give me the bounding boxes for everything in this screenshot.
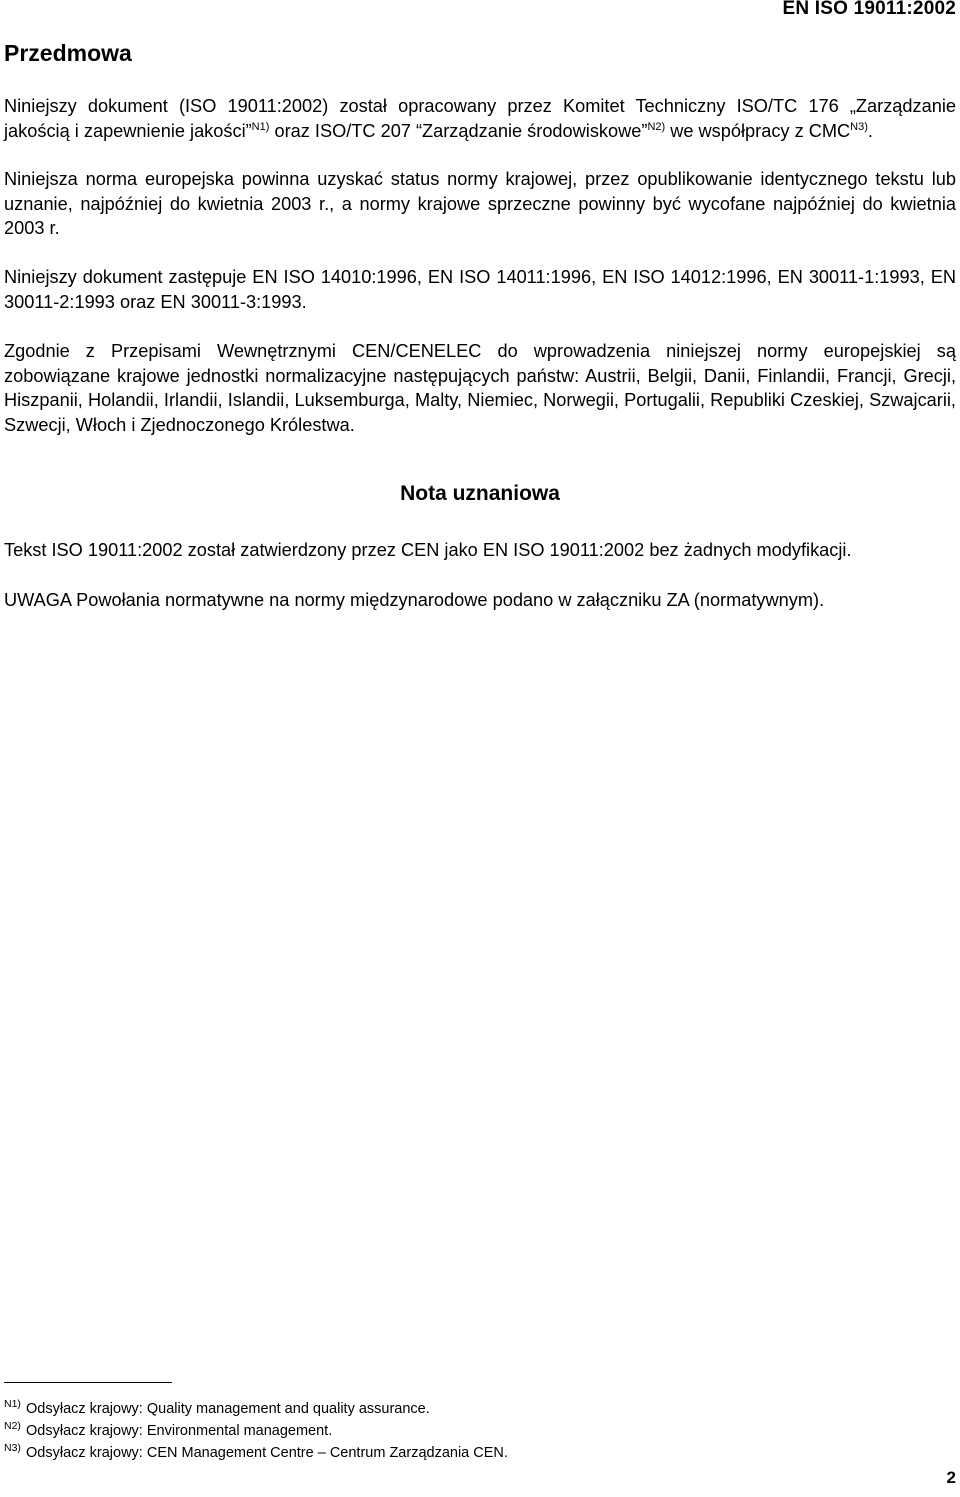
- footnote-n3: [4, 1439, 508, 1462]
- paragraph-text: we współpracy z CMC: [665, 120, 851, 141]
- standard-id-header: EN ISO 19011:2002: [782, 0, 956, 19]
- footnote-mark: N1): [4, 1398, 21, 1410]
- foreword-paragraph-3: Niniejszy dokument zastępuje EN ISO 14010:1996, EN ISO 14011:1996, EN ISO 14012:1996, EN 30011-1:1993, EN 30011-2:1993 oraz EN 30011-3:1993.: [4, 267, 956, 312]
- endorsement-title: Nota uznaniowa: [400, 482, 560, 505]
- footnote-ref-n2: N2): [647, 120, 666, 133]
- footnote-text: Odsyłacz krajowy: Quality management and quality assurance.: [26, 1401, 430, 1417]
- footnote-n1: [4, 1395, 430, 1418]
- paragraph-text: oraz ISO/TC 207 “Zarządzanie środowiskowe”: [269, 120, 648, 141]
- footnote-ref-n1: N1): [251, 120, 270, 133]
- foreword-paragraph-1: [4, 94, 956, 143]
- footnote-text: Odsyłacz krajowy: CEN Management Centre – Centrum Zarządzania CEN.: [26, 1445, 508, 1461]
- foreword-paragraph-2: Niniejsza norma europejska powinna uzyskać status normy krajowej, przez opublikowanie identycznego tekstu lub uznanie, najpóźniej do kwietnia 2003 r., a normy krajowe sprzeczne powinny być wycofane najpóźniej do kwietnia 2003 r.: [4, 169, 956, 238]
- footnote-mark: N2): [4, 1420, 21, 1432]
- page-number: 2: [946, 1468, 956, 1487]
- endorsement-note: UWAGA Powołania normatywne na normy międzynarodowe podano w załączniku ZA (normatywnym).: [4, 590, 825, 610]
- footnote-n2: [4, 1417, 332, 1440]
- footnote-ref-n3: N3): [850, 120, 868, 133]
- endorsement-paragraph-1: Tekst ISO 19011:2002 został zatwierdzony przez CEN jako EN ISO 19011:2002 bez żadnych modyfikacji.: [4, 540, 852, 560]
- footnote-mark: N3): [4, 1442, 21, 1454]
- foreword-title: Przedmowa: [4, 40, 132, 66]
- footnote-separator: [4, 1382, 172, 1383]
- paragraph-text: Niniejszy dokument (ISO 19011:2002) został opracowany przez Komitet Techniczny ISO/TC 176 „Zarządzanie jakością i zapewnienie jakości”: [4, 96, 956, 141]
- foreword-paragraph-4: Zgodnie z Przepisami Wewnętrznymi CEN/CENELEC do wprowadzenia niniejszej normy europejskiej są zobowiązane krajowe jednostki normalizacyjne następujących państw: Austrii, Belgii, Danii, Finlandii, Francji, Grecji, Hiszpanii, Holandii, Irlandii, Islandii, Luksemburga, Malty, Niemiec, Norwegii, Portugalii, Republiki Czeskiej, Szwajcarii, Szwecji, Włoch i Zjednoczonego Królestwa.: [4, 341, 956, 435]
- paragraph-text: .: [867, 120, 873, 141]
- footnote-text: Odsyłacz krajowy: Environmental management.: [26, 1423, 333, 1439]
